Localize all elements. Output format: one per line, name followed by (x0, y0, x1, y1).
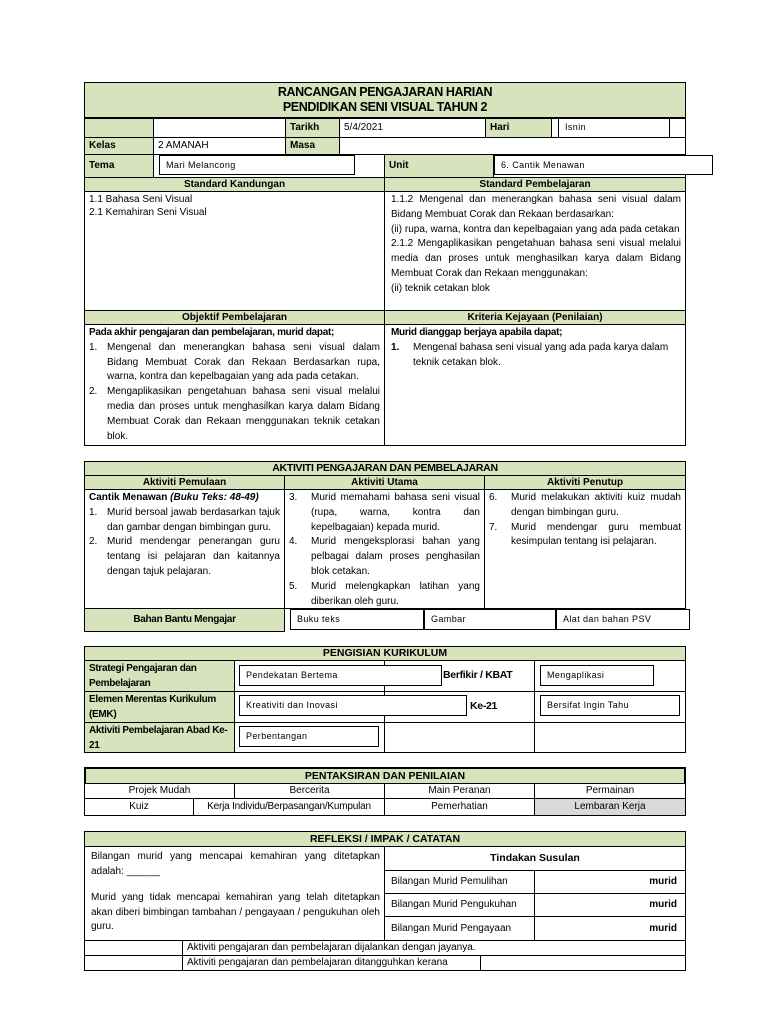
item-text: Murid mendengar guru membuat kesimpulan tentang isi pelajaran. (511, 521, 681, 548)
item-number: 1. (89, 341, 98, 353)
item-text: Murid melengkapkan latihan yang diberikan oleh guru. (311, 580, 480, 607)
pentaksiran-option[interactable]: Projek Mudah (84, 783, 235, 799)
item-text: Mengenal dan menerangkan bahasa seni visual dalam Bidang Membuat Corak dan Rekaan Berdasarkan rupa, warna, kontra dan kepelbagaian yang ada pada cetakan. (107, 341, 380, 383)
empty-cell (534, 722, 686, 753)
pembelajaran-line: 2.1.2 Mengaplikasikan pengetahuan bahasa seni visual melalui media dan proses untuk menghasilkan karya dalam Bidang Membuat Corak dan Rekaan menggunakan: (391, 238, 681, 279)
item-text: Murid memahami bahasa seni visual (rupa, warna, kontra dan kepelbagaian) kepada murid. (311, 492, 480, 533)
pentaksiran-option[interactable]: Kerja Individu/Berpasangan/Kumpulan (193, 798, 385, 816)
mencapai-text: Bilangan murid yang mencapai kemahiran yang ditetapkan adalah: ______ (91, 851, 380, 877)
emk-label: Elemen Merentas Kurikulum (EMK) (84, 691, 235, 723)
item-number: 3. (289, 492, 298, 503)
hari-value[interactable]: Isnin (558, 118, 670, 138)
penutup-body (484, 489, 686, 609)
item-number: 5. (289, 580, 298, 592)
aktiviti21-value[interactable]: Perbentangan (239, 726, 379, 747)
tarikh-value[interactable]: 5/4/2021 (339, 118, 486, 138)
refleksi-title: REFLEKSI / IMPAK / CATATAN (84, 831, 686, 847)
standard-pembelajaran-header: Standard Pembelajaran (384, 177, 686, 192)
title-line-2: PENDIDIKAN SENI VISUAL TAHUN 2 (282, 100, 488, 114)
pemulaan-body (84, 489, 285, 609)
item-number: 6. (489, 492, 498, 503)
utama-item (289, 535, 480, 579)
tidak-mencapai-text: Murid yang tidak mencapai kemahiran yang telah ditetapkan akan diberi bimbingan tambahan / pengayaan / pengukuhan oleh guru. (91, 892, 380, 932)
bbm-label: Bahan Bantu Mengajar (84, 608, 285, 632)
item-number: 4. (289, 536, 298, 548)
kriteria-header: Kriteria Kejayaan (Penilaian) (384, 310, 686, 325)
kandungan-item: 2.1 Kemahiran Seni Visual (89, 207, 207, 218)
item-number: 1. (391, 341, 400, 353)
aktiviti-title: AKTIVITI PENGAJARAN DAN PEMBELAJARAN (84, 461, 686, 476)
kriteria-intro: Murid dianggap berjaya apabila dapat; (391, 327, 563, 338)
checkbox-cell[interactable] (84, 955, 183, 971)
objektif-intro: Pada akhir pengajaran dan pembelajaran, murid dapat; (89, 327, 335, 338)
berfikir-value[interactable]: Mengaplikasi (540, 665, 654, 686)
item-text: Mengenal bahasa seni visual yang ada pada karya dalam teknik cetakan blok. (413, 341, 669, 368)
tema-value[interactable]: Mari Melancong (159, 155, 355, 175)
pentaksiran-title: PENTAKSIRAN DAN PENILAIAN (84, 767, 686, 784)
unit-value[interactable]: 6. Cantik Menawan (494, 155, 713, 175)
objektif-item (89, 341, 380, 385)
pembelajaran-line: (ii) rupa, warna, kontra dan kepelbagaian yang ada pada cetakan (391, 223, 680, 235)
item-text: Murid mengeksplorasi bahan yang pelbagai dalam proses penghasilan blok cetakan. (311, 536, 480, 577)
standard-kandungan-body (84, 191, 385, 311)
pemulaan-ref: (Buku Teks: 48-49) (170, 492, 259, 503)
penutup-item (489, 491, 681, 521)
pentaksiran-option[interactable]: Permainan (534, 783, 686, 799)
pentaksiran-option-selected[interactable]: Lembaran Kerja (534, 798, 686, 816)
kandungan-item: 1.1 Bahasa Seni Visual (89, 194, 193, 205)
utama-item (289, 491, 480, 535)
utama-item (289, 580, 480, 609)
pentaksiran-option[interactable]: Main Peranan (384, 783, 535, 799)
item-text: Murid bersoal jawab berdasarkan tajuk dan gambar dengan bimbingan guru. (107, 506, 280, 533)
objektif-header: Objektif Pembelajaran (84, 310, 385, 325)
item-number: 2. (89, 536, 98, 548)
pemulihan-label: Bilangan Murid Pemulihan (384, 870, 535, 894)
objektif-body (84, 324, 385, 446)
pemulaan-item (89, 535, 280, 579)
objektif-item (89, 385, 380, 444)
checkbox-cell[interactable] (84, 940, 183, 956)
utama-header: Aktiviti Utama (284, 475, 485, 490)
standard-pembelajaran-body (384, 191, 686, 311)
empty-cell (384, 722, 535, 753)
pemulaan-heading: Cantik Menawan (89, 492, 168, 503)
pengukuhan-unit[interactable]: murid (534, 893, 686, 917)
tindakan-susulan-header: Tindakan Susulan (384, 846, 686, 871)
pengayaan-unit[interactable]: murid (534, 916, 686, 941)
item-text: Mengaplikasikan pengetahuan bahasa seni visual melalui media dan proses untuk menghasilkan karya dalam Bidang Membuat Corak dan Rekaan menggunakan teknik cetakan blok. (107, 386, 380, 442)
jayanya-text: Aktiviti pengajaran dan pembelajaran dijalankan dengan jayanya. (182, 940, 686, 956)
refleksi-left (84, 846, 385, 941)
masa-value[interactable] (339, 137, 686, 155)
strategi-value[interactable]: Pendekatan Bertema (239, 665, 442, 686)
item-text: Murid mendengar penerangan guru tentang isi pelajaran dan kaitannya dengan tajuk pelajaran. (107, 536, 280, 577)
pemulaan-item (89, 506, 280, 536)
pentaksiran-option[interactable]: Kuiz (84, 798, 194, 816)
aktiviti21-label: Aktiviti Pembelajaran Abad Ke-21 (84, 722, 235, 753)
hari-label: Hari (485, 118, 552, 138)
pentaksiran-option[interactable]: Bercerita (234, 783, 385, 799)
kriteria-item (391, 341, 681, 371)
blank-label-cell (84, 118, 154, 138)
kriteria-body (384, 324, 686, 446)
kelas-value[interactable]: 2 AMANAH (153, 137, 286, 155)
tarikh-label: Tarikh (285, 118, 340, 138)
pengayaan-label: Bilangan Murid Pengayaan (384, 916, 535, 941)
item-text: Murid melakukan aktiviti kuiz mudah dengan bimbingan guru. (511, 492, 681, 518)
bbm-item-alat-bahan[interactable]: Alat dan bahan PSV (556, 609, 690, 630)
penutup-item (489, 521, 681, 551)
utama-body (284, 489, 485, 609)
pemulihan-unit[interactable]: murid (534, 870, 686, 894)
berfikir-label: Berfikir / KBAT (443, 669, 513, 681)
standard-kandungan-header: Standard Kandungan (84, 177, 385, 192)
page-title (84, 82, 686, 118)
kelas-label: Kelas (84, 137, 154, 155)
pengukuhan-label: Bilangan Murid Pengukuhan (384, 893, 535, 917)
pentaksiran-option[interactable]: Pemerhatian (384, 798, 535, 816)
emk-value[interactable]: Kreativiti dan Inovasi (239, 695, 467, 716)
item-number: 7. (489, 521, 498, 533)
bbm-item-buku-teks[interactable]: Buku teks (290, 609, 424, 630)
ditangguhkan-reason[interactable] (480, 955, 686, 971)
title-line-1: RANCANGAN PENGAJARAN HARIAN (277, 85, 493, 99)
bbm-item-gambar[interactable]: Gambar (424, 609, 556, 630)
item-number: 1. (89, 506, 98, 518)
kurikulum-title: PENGISIAN KURIKULUM (84, 646, 686, 661)
abad-label: Ke-21 (470, 700, 498, 712)
ditangguhkan-text: Aktiviti pengajaran dan pembelajaran ditangguhkan kerana (182, 955, 481, 971)
tema-label: Tema (84, 154, 154, 178)
pemulaan-header: Aktiviti Pemulaan (84, 475, 285, 490)
masa-label: Masa (285, 137, 340, 155)
abad-value[interactable]: Bersifat Ingin Tahu (540, 695, 680, 716)
penutup-header: Aktiviti Penutup (484, 475, 686, 490)
unit-label: Unit (384, 154, 494, 178)
pemulaan-heading-row (89, 491, 280, 506)
item-number: 2. (89, 386, 98, 398)
pembelajaran-line: 1.1.2 Mengenal dan menerangkan bahasa seni visual dalam Bidang Membuat Corak dan Rekaan berdasarkan: (391, 194, 681, 220)
strategi-label: Strategi Pengajaran dan Pembelajaran (84, 660, 235, 692)
blank-value-cell (153, 118, 286, 138)
pembelajaran-line: (ii) teknik cetakan blok (391, 282, 490, 294)
